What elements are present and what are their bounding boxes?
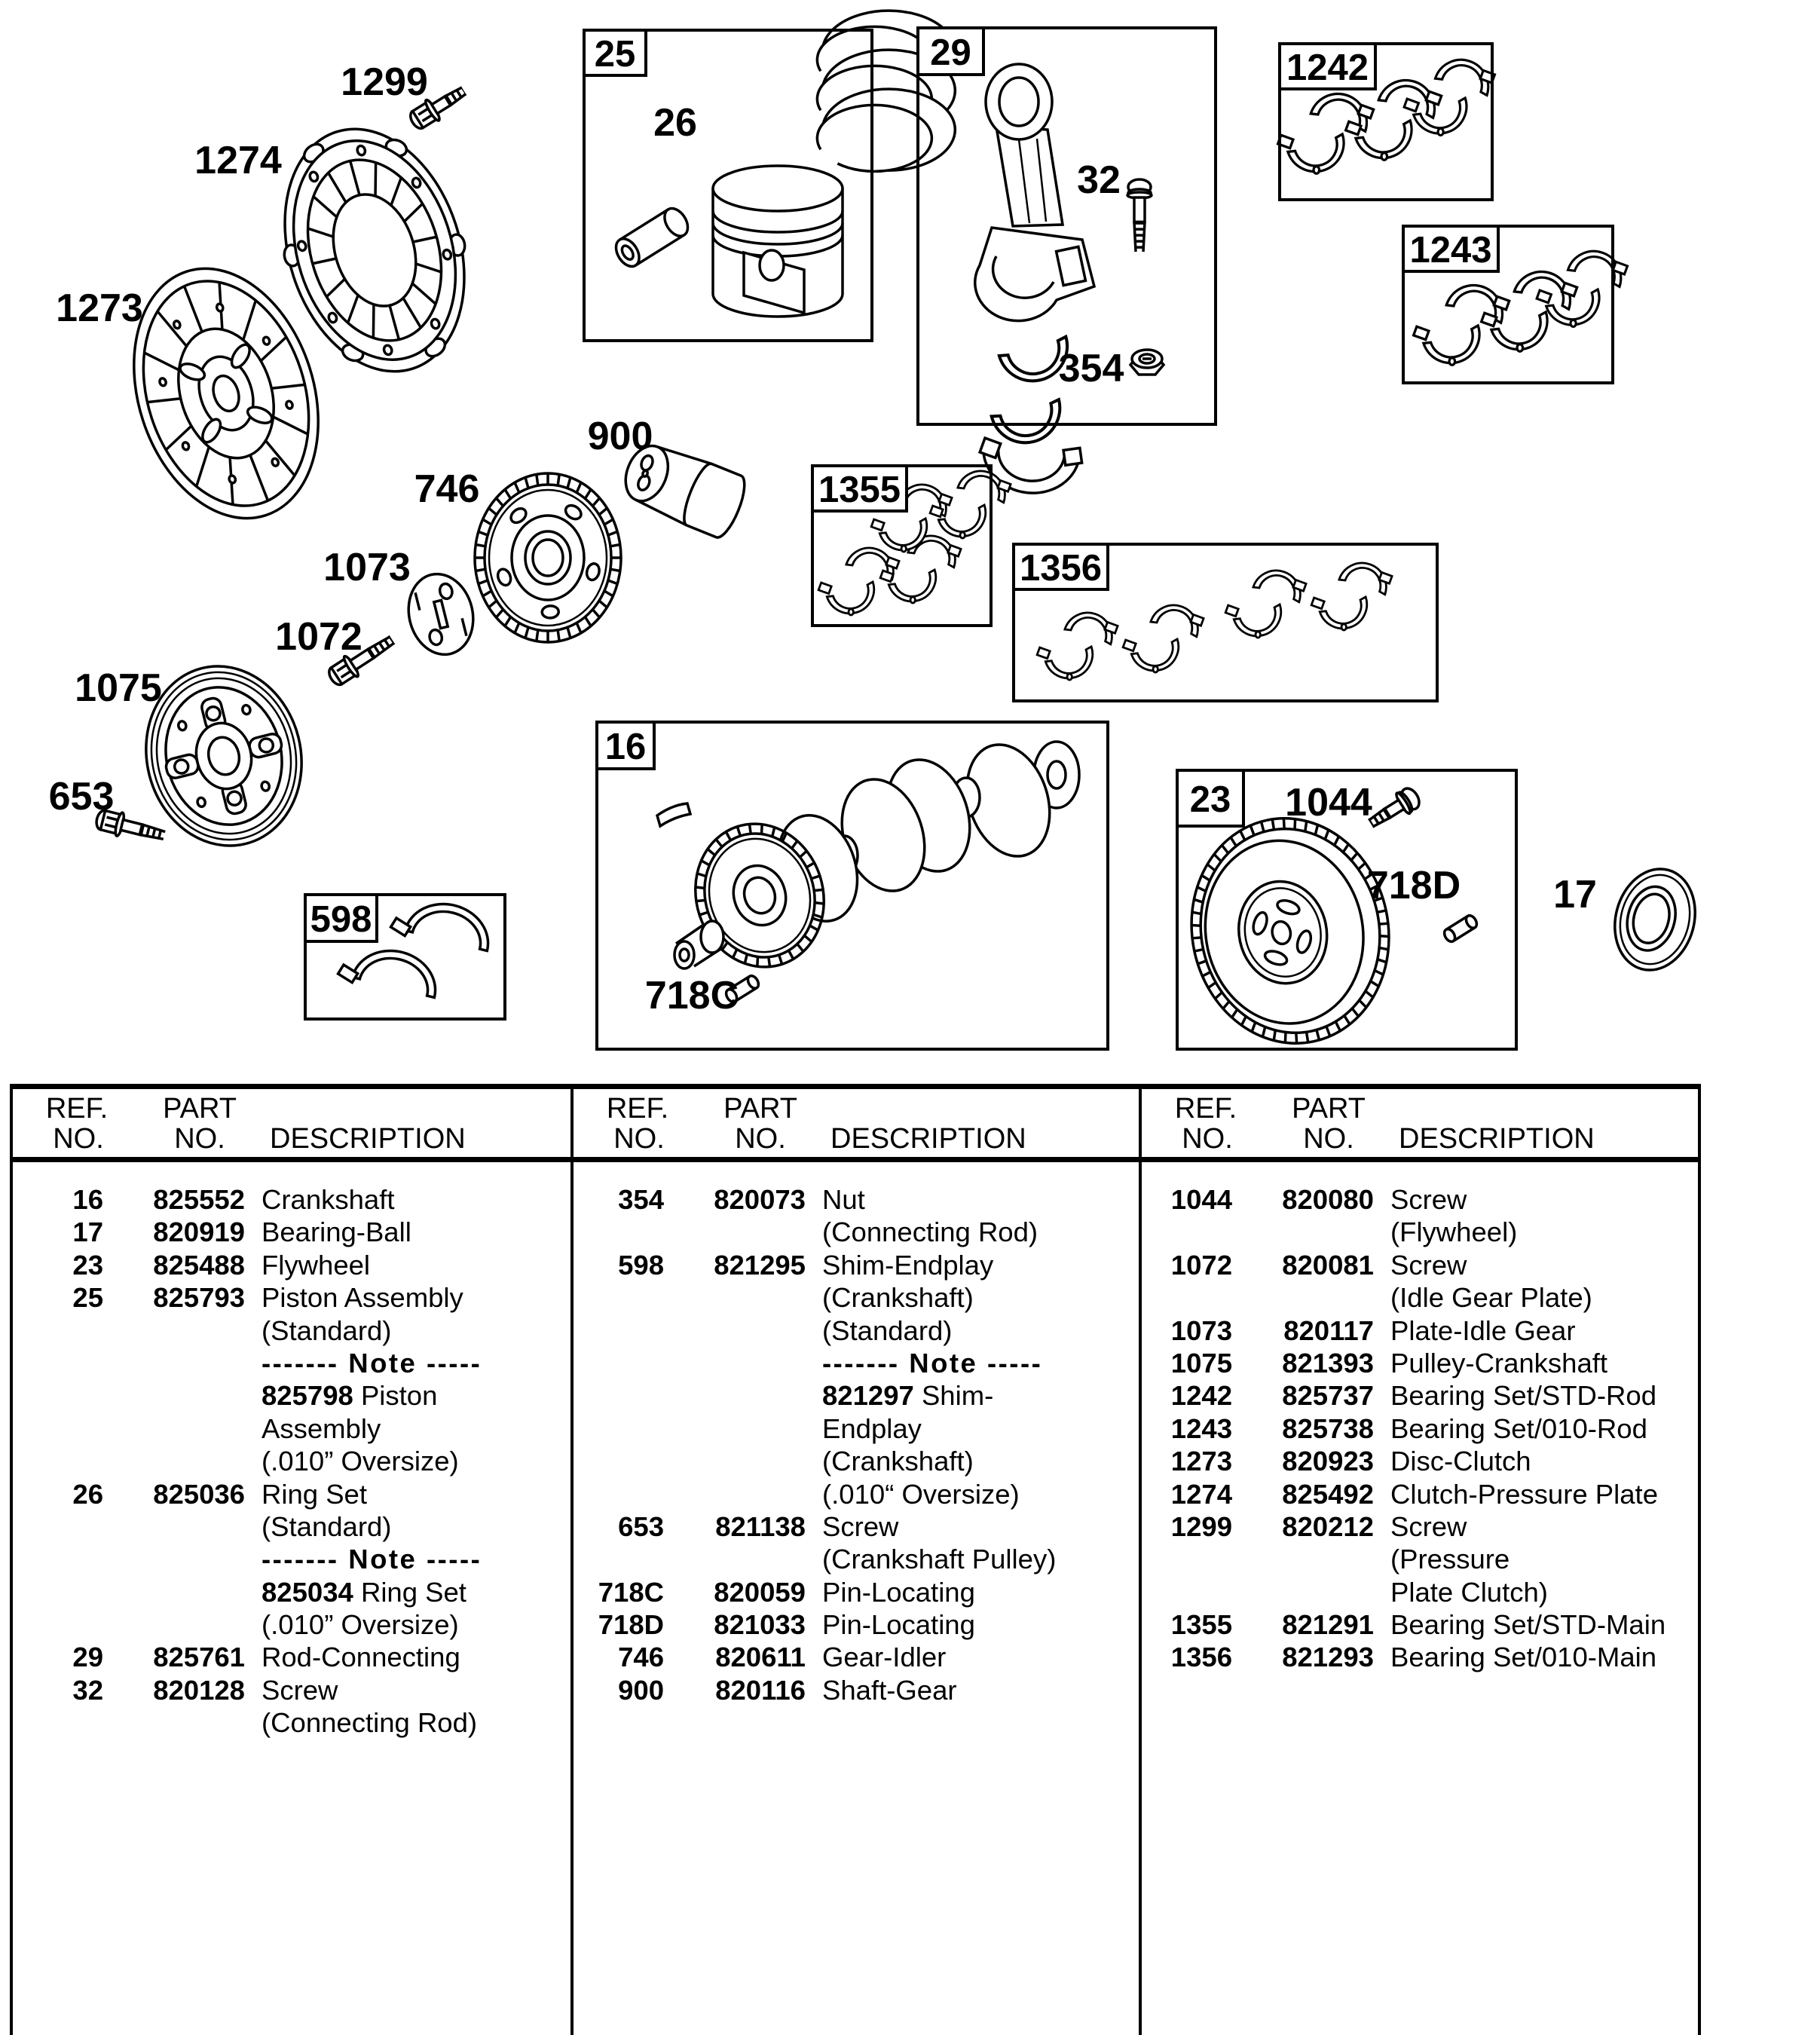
part-ref-label-354: 354: [1058, 347, 1124, 390]
table-line: [10, 1250, 570, 1282]
part-ref-label-1274: 1274: [194, 139, 282, 182]
table-line: [1139, 1577, 1699, 1609]
table-line: [10, 1282, 570, 1314]
bearing-shell-pair-icon: [1123, 599, 1204, 678]
part-ref-label-1073: 1073: [323, 546, 411, 589]
description-cell: Screw: [822, 1510, 899, 1542]
table-line: [10, 1675, 570, 1707]
description-cell: Rod-Connecting: [262, 1642, 460, 1673]
table-column-2: [570, 1184, 1131, 1707]
part-no-cell: 825036: [153, 1478, 245, 1510]
table-line: [1139, 1479, 1699, 1511]
table-line: [10, 1642, 570, 1674]
description-cell: Gear-Idler: [822, 1642, 947, 1673]
bearing-shell-pair-icon: [1404, 53, 1495, 140]
table-line: [1139, 1216, 1699, 1249]
table-line: [10, 1380, 570, 1412]
callout-box-number: 1243: [1409, 230, 1492, 271]
description-cell: Flywheel: [262, 1249, 371, 1281]
table-line: [570, 1184, 1131, 1216]
ref-no-cell: 718C: [598, 1576, 664, 1608]
alt-part-no: 825798: [262, 1380, 353, 1412]
part-ref-label-653: 653: [48, 775, 115, 819]
table-line: [570, 1282, 1131, 1314]
description-cell: Disc-Clutch: [1390, 1446, 1531, 1477]
table-line: [1139, 1348, 1699, 1380]
connecting-rod-drawing: [975, 64, 1094, 498]
ref-no-header-line2: NO.: [1182, 1123, 1233, 1155]
flywheel-drawing: [1171, 800, 1410, 1062]
ref-no-cell: 1044: [1170, 1184, 1232, 1215]
ref-no-cell: 29: [72, 1642, 103, 1673]
part-no-cell: 825488: [153, 1249, 245, 1281]
piston-pin-drawing: [611, 204, 693, 271]
table-line: [10, 1707, 570, 1740]
ref-no-cell: 25: [72, 1282, 103, 1314]
part-no-cell: 820212: [1282, 1510, 1374, 1542]
part-no-header-line2: NO.: [735, 1123, 786, 1155]
table-line: [570, 1380, 1131, 1412]
part-no-cell: 820919: [153, 1216, 245, 1248]
bearing-shell-pair-icon: [1037, 607, 1118, 685]
callout-box-number: 29: [930, 32, 971, 73]
part-no-cell: 821033: [714, 1609, 806, 1641]
description-cell: Bearing-Ball: [262, 1216, 411, 1248]
description-cell: Plate Clutch): [1390, 1576, 1548, 1608]
description-cell: (Standard): [822, 1314, 953, 1346]
table-line: [10, 1609, 570, 1642]
part-no-cell: 821138: [715, 1510, 806, 1542]
table-line: [570, 1675, 1131, 1707]
description-cell: (Flywheel): [1390, 1216, 1518, 1248]
bearing-shell-pair-icon: [1311, 557, 1393, 635]
description-cell: Shim-Endplay: [822, 1249, 994, 1281]
table-line: [570, 1511, 1131, 1544]
part-no-cell: 820117: [1283, 1314, 1374, 1346]
table-top-rule: [10, 1084, 1701, 1089]
description-cell: Pin-Locating: [822, 1609, 975, 1641]
part-no-cell: 825737: [1282, 1380, 1374, 1412]
part-no-cell: 820116: [715, 1674, 806, 1706]
callout-box-number: 1242: [1286, 47, 1369, 88]
description-cell: Bearing Set/010-Main: [1390, 1642, 1657, 1673]
table-line: [1139, 1511, 1699, 1544]
part-no-cell: 821295: [714, 1249, 806, 1281]
table-line: [1139, 1315, 1699, 1348]
part-ref-label-1273: 1273: [56, 286, 143, 330]
description-cell: (Crankshaft): [822, 1282, 974, 1314]
part-no-cell: 825793: [153, 1282, 245, 1314]
table-line: [570, 1544, 1131, 1576]
table-line: [570, 1413, 1131, 1446]
description-cell: Clutch-Pressure Plate: [1390, 1478, 1659, 1510]
table-line: [1139, 1609, 1699, 1642]
table-line: [10, 1446, 570, 1478]
table-line: [570, 1479, 1131, 1511]
bearing-shell-pair-icon: [1225, 565, 1307, 643]
ref-no-header-line1: REF.: [1174, 1093, 1237, 1125]
table-line: [1139, 1544, 1699, 1576]
table-line: [10, 1348, 570, 1380]
description-cell: Bearing Set/STD-Main: [1390, 1609, 1666, 1641]
table-line: [570, 1315, 1131, 1348]
part-ref-label-746: 746: [414, 467, 480, 511]
description-header: DESCRIPTION: [270, 1123, 466, 1155]
description-cell: Screw: [262, 1674, 338, 1706]
ref-no-cell: 1356: [1170, 1642, 1232, 1673]
description-cell: Endplay: [822, 1412, 922, 1444]
table-line: [570, 1446, 1131, 1478]
ref-no-header-line1: REF.: [606, 1093, 669, 1125]
screw-32-icon: [1127, 179, 1152, 252]
alt-part-no: 825034: [262, 1576, 353, 1608]
description-cell: Bearing Set/STD-Rod: [1390, 1380, 1656, 1412]
idle-gear-plate-drawing: [400, 567, 482, 661]
table-line: [10, 1479, 570, 1511]
note-line: ------- Note -----: [262, 1347, 482, 1379]
table-line: [1139, 1446, 1699, 1478]
description-cell: Pin-Locating: [822, 1576, 975, 1608]
description-cell: 825034 Ring Set: [262, 1576, 466, 1608]
ref-no-cell: 598: [618, 1249, 664, 1281]
part-ref-label-17: 17: [1553, 873, 1597, 917]
part-no-cell: 820611: [715, 1642, 806, 1673]
idler-gear-drawing: [475, 473, 621, 642]
ref-no-cell: 1355: [1170, 1609, 1232, 1641]
part-ref-label-718C: 718C: [644, 974, 739, 1017]
ref-no-cell: 746: [618, 1642, 664, 1673]
ref-no-cell: 653: [618, 1510, 664, 1542]
description-cell: (.010“ Oversize): [822, 1478, 1020, 1510]
callout-box-number: 23: [1189, 779, 1231, 820]
part-no-cell: 820073: [714, 1184, 806, 1215]
description-cell: Ring Set: [262, 1478, 367, 1510]
description-cell: Bearing Set/010-Rod: [1390, 1412, 1647, 1444]
description-cell: (Standard): [262, 1510, 392, 1542]
part-no-cell: 820128: [153, 1674, 245, 1706]
table-line: [1139, 1282, 1699, 1314]
description-cell: (Connecting Rod): [262, 1707, 478, 1739]
ref-no-header-line2: NO.: [613, 1123, 665, 1155]
crankshaft-drawing: [657, 734, 1079, 1004]
description-cell: Screw: [1390, 1184, 1467, 1215]
table-line: [10, 1216, 570, 1249]
note-line: ------- Note -----: [262, 1544, 482, 1575]
ref-no-cell: 1273: [1170, 1446, 1232, 1477]
table-line: [570, 1348, 1131, 1380]
table-line: [570, 1250, 1131, 1282]
part-ref-label-1044: 1044: [1285, 781, 1372, 825]
screw-1044-icon: [1364, 785, 1423, 834]
part-no-header-line1: PART: [1292, 1093, 1366, 1125]
ref-no-cell: 26: [72, 1478, 103, 1510]
description-header: DESCRIPTION: [830, 1123, 1026, 1155]
part-no-cell: 825761: [153, 1642, 245, 1673]
part-no-cell: 821291: [1282, 1609, 1374, 1641]
ball-bearing-drawing: [1604, 860, 1706, 979]
table-line: [1139, 1184, 1699, 1216]
table-line: [10, 1544, 570, 1576]
ref-no-cell: 354: [618, 1184, 664, 1215]
description-cell: Pulley-Crankshaft: [1390, 1347, 1608, 1379]
ref-no-header-line1: REF.: [45, 1093, 109, 1125]
description-header: DESCRIPTION: [1399, 1123, 1595, 1155]
callout-box-number: 25: [594, 34, 636, 75]
description-cell: (Idle Gear Plate): [1390, 1282, 1592, 1314]
description-cell: Screw: [1390, 1249, 1467, 1281]
table-line: [10, 1511, 570, 1544]
table-line: [570, 1577, 1131, 1609]
table-line: [570, 1216, 1131, 1249]
part-ref-label-1072: 1072: [275, 615, 362, 659]
callout-box-number: 16: [604, 727, 647, 767]
part-no-cell: 825492: [1282, 1478, 1374, 1510]
ref-no-cell: 1243: [1170, 1412, 1232, 1444]
callout-box-number: 1355: [818, 470, 901, 510]
description-cell: Shaft-Gear: [822, 1674, 957, 1706]
description-cell: Screw: [1390, 1510, 1467, 1542]
table-line: [10, 1577, 570, 1609]
part-no-header-line1: PART: [723, 1093, 797, 1125]
part-ref-label-900: 900: [587, 415, 653, 458]
table-header-rule: [10, 1157, 1701, 1162]
part-no-cell: 820080: [1282, 1184, 1374, 1215]
part-no-cell: 820923: [1282, 1446, 1374, 1477]
alt-part-no: 821297: [822, 1380, 914, 1412]
ref-no-cell: 1072: [1170, 1249, 1232, 1281]
table-line: [1139, 1413, 1699, 1446]
ref-no-header-line2: NO.: [53, 1123, 104, 1155]
table-line: [570, 1609, 1131, 1642]
ref-no-cell: 1242: [1170, 1380, 1232, 1412]
part-no-cell: 821293: [1282, 1642, 1374, 1673]
description-cell: (Connecting Rod): [822, 1216, 1038, 1248]
description-cell: Plate-Idle Gear: [1390, 1314, 1576, 1346]
table-line: [570, 1642, 1131, 1674]
ref-no-cell: 23: [72, 1249, 103, 1281]
callout-box-number: 598: [310, 899, 372, 940]
table-line: [10, 1184, 570, 1216]
description-cell: Crankshaft: [262, 1184, 395, 1215]
table-line: [1139, 1380, 1699, 1412]
ref-no-cell: 900: [618, 1674, 664, 1706]
piston-drawing: [713, 166, 843, 317]
ref-no-cell: 1299: [1170, 1510, 1232, 1542]
description-cell: 825798 Piston: [262, 1380, 438, 1412]
part-no-cell: 820081: [1282, 1249, 1374, 1281]
locating-pin-718D-icon: [1442, 913, 1479, 944]
part-no-cell: 825552: [153, 1184, 245, 1215]
ref-no-cell: 1073: [1170, 1314, 1232, 1346]
ref-no-cell: 16: [72, 1184, 103, 1215]
part-ref-label-32: 32: [1077, 158, 1121, 202]
part-ref-label-1075: 1075: [75, 666, 162, 710]
table-line: [1139, 1250, 1699, 1282]
part-no-header-line2: NO.: [174, 1123, 225, 1155]
ref-no-cell: 718D: [598, 1609, 664, 1641]
description-cell: (Standard): [262, 1314, 392, 1346]
callout-box-number: 1356: [1019, 548, 1103, 589]
table-line: [10, 1413, 570, 1446]
part-ref-label-1299: 1299: [341, 60, 428, 104]
part-ref-label-26: 26: [653, 101, 697, 145]
description-cell: 821297 Shim-: [822, 1380, 994, 1412]
description-cell: Assembly: [262, 1412, 381, 1444]
ref-no-cell: 1274: [1170, 1478, 1232, 1510]
table-column-1: [10, 1184, 570, 1740]
part-ref-label-718D: 718D: [1366, 864, 1461, 907]
ref-no-cell: 17: [72, 1216, 103, 1248]
description-cell: (.010” Oversize): [262, 1609, 459, 1641]
description-cell: (Crankshaft Pulley): [822, 1544, 1057, 1575]
table-column-3: [1139, 1184, 1699, 1675]
description-cell: Nut: [822, 1184, 865, 1215]
ref-no-cell: 32: [72, 1674, 103, 1706]
part-no-cell: 821393: [1282, 1347, 1374, 1379]
part-no-cell: 825738: [1282, 1412, 1374, 1444]
description-cell: (Crankshaft): [822, 1446, 974, 1477]
description-cell: Piston Assembly: [262, 1282, 463, 1314]
table-line: [10, 1315, 570, 1348]
ref-no-cell: 1075: [1170, 1347, 1232, 1379]
part-no-header-line2: NO.: [1303, 1123, 1354, 1155]
description-cell: (.010” Oversize): [262, 1446, 459, 1477]
part-no-header-line1: PART: [163, 1093, 237, 1125]
table-line: [1139, 1642, 1699, 1674]
description-cell: (Pressure: [1390, 1544, 1510, 1575]
note-line: ------- Note -----: [822, 1347, 1043, 1379]
nut-354-drawing: [1130, 350, 1164, 375]
part-no-cell: 820059: [714, 1576, 806, 1608]
